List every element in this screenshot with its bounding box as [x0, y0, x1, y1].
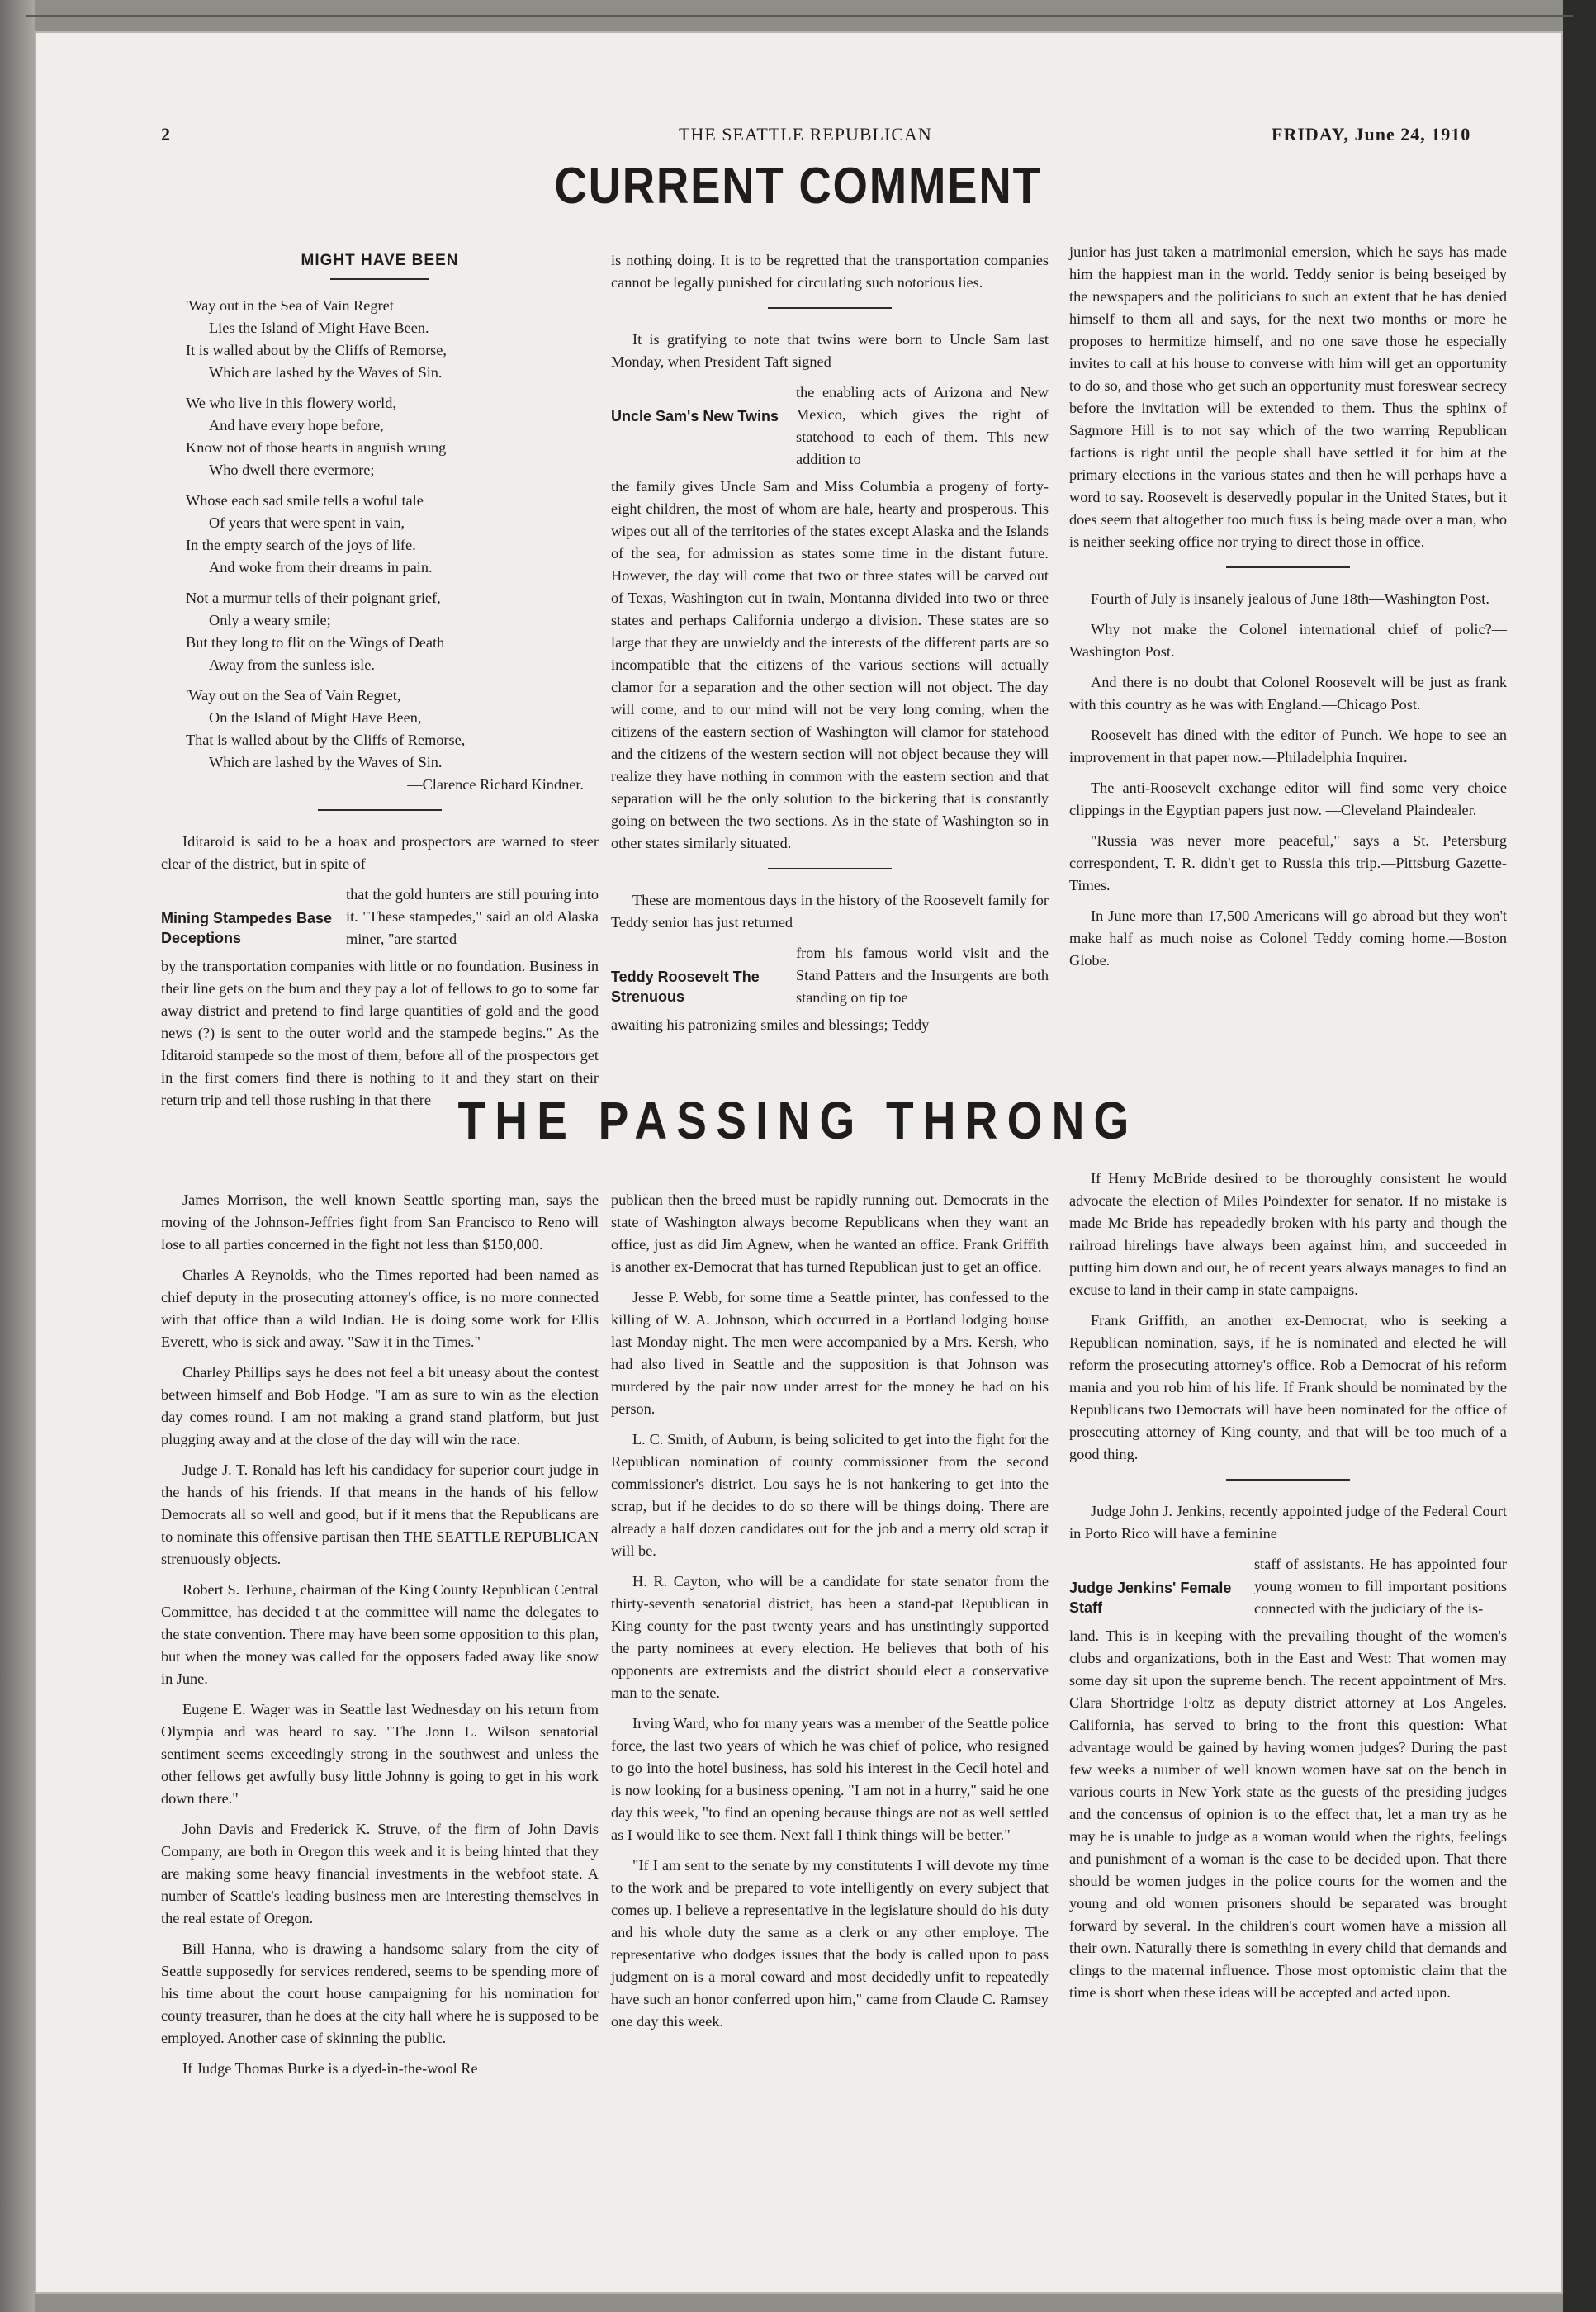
news-item: H. R. Cayton, who will be a candidate for state senator from the thirty-seventh senatorial district, has been a stand-pat Republican in King county for the past twenty years and has unstintingly supported the party nominees at every election. He believes that both of his opponents are extremists and the district should elect a conservative man to the senate. [611, 1573, 1049, 1701]
iditarod-side-head: Mining Stampedes Base Deceptions [161, 910, 333, 946]
poem-line: On the Island of Might Have Been, [209, 709, 422, 726]
twins-lead: It is gratifying to note that twins were born to Uncle Sam last Monday, when President Taft signed [611, 331, 1049, 370]
news-item: Judge J. T. Ronald has left his candidacy for superior court judge in the hands of his friends. If that means in the hands of his fellow Democrats all so well and good, but if it mens that the Republicans are to nominate this offensive partisan then THE SEATTLE REPUBLICAN strenuously objects. [161, 1462, 599, 1567]
poem-line: Lies the Island of Might Have Been. [209, 320, 429, 336]
teddy-body: awaiting his patronizing smiles and blessings; Teddy [611, 1016, 930, 1033]
news-item: John Davis and Frederick K. Struve, of the firm of John Davis Company, are both in Oregon this week and it is being hinted that they are making some heavy financial investments in the webfoot state. A number of Seattle's leading business men are interesting themselves in the real estate of Oregon. [161, 1821, 599, 1926]
poem-line: And woke from their dreams in pain. [209, 559, 433, 576]
jenkins-side-head: Judge Jenkins' Female Staff [1069, 1580, 1232, 1616]
poem-author: —Clarence Richard Kindner. [407, 776, 584, 793]
teddy-side-head: Teddy Roosevelt The Strenuous [611, 969, 760, 1005]
poem-line: But they long to flit on the Wings of Death [186, 634, 445, 651]
iditarod-side-text: that the gold hunters are still pouring into it. "These stampedes," said an old Alaska miner, "are started [346, 886, 599, 947]
current-comment-col-2 [611, 249, 1049, 1045]
column-separator-rule [1226, 1479, 1350, 1481]
page-left-edge [0, 0, 35, 2312]
news-item: publican then the breed must be rapidly running out. Democrats in the state of Washington always become Republicans when they want an office, just as did Jim Agnew, when he wanted an office. Frank Griffith is another ex-Democrat that has turned Republican just to get an office. [611, 1192, 1049, 1275]
poem-line: 'Way out in the Sea of Vain Regret [186, 297, 394, 314]
news-item: Frank Griffith, an another ex-Democrat, who is seeking a Republican nomination, says, if he is nominated and elected he will reform the prosecuting attorney's office. Rob a Democrat of his reform mania and you rob him of his life. If Frank should be nominated by the Republicans two Democrats will have been nominated for the office of prosecuting attorney of King county, and that will be too much of a good thing. [1069, 1312, 1507, 1462]
poem-title: MIGHT HAVE BEEN [301, 252, 459, 269]
jenkins-body: land. This is in keeping with the prevailing thought of the women's clubs and organizations, both in the East and West: That women may some day sit upon the supreme bench. The recent appointment of Mrs. Clara Shortridge Foltz as deputy district attorney at Los Angeles. California, has served to bring to the front this question: What advantage would be gained by having women judges? During the past few weeks a number of well known women have sat on the bench in various courts in New York state as the guests of the presiding judges and the concensus of opinion is to the effect that, let a man try as he may he is unable to judge as a woman would when the rights, feelings and punishment of a woman is the case to be decided upon. That there should be women judges in the police courts for the women and the young and old women prisoners should be separated was brought forward by several. In the children's court women have a mission all their own. Naturally there is something in every child that demands and clings to the maternal influence. Those most optomistic claim that the time is short when these ideas will be accepted and acted upon. [1069, 1627, 1507, 2001]
poem-title-rule [330, 278, 429, 280]
news-item: James Morrison, the well known Seattle sporting man, says the moving of the Johnson-Jeffries fight from San Francisco to Reno will lose to all parties concerned in the fight not less than $150,000. [161, 1192, 599, 1253]
column-separator-rule [318, 809, 442, 811]
news-item: If Judge Thomas Burke is a dyed-in-the-wool Re [182, 2060, 478, 2077]
quip: And there is no doubt that Colonel Roosevelt will be just as frank with this country as he was with England.—Chicago Post. [1069, 674, 1507, 713]
paper-title: THE SEATTLE REPUBLICAN [679, 124, 932, 144]
news-item: Charles A Reynolds, who the Times reported had been named as chief deputy in the prosecuting attorney's office, is no more connected with that office than a wild Indian. He is doing some work for Ellis Everett, who is sick and away. "Saw it in the Times." [161, 1267, 599, 1350]
poem-stanza [186, 295, 599, 384]
twins-side-text: the enabling acts of Arizona and New Mexico, which gives the right of statehood to each of them. This new addition to [796, 384, 1049, 467]
poem-line: Which are lashed by the Waves of Sin. [209, 754, 443, 770]
poem-line: Who dwell there evermore; [209, 462, 375, 478]
poem-line: And have every hope before, [209, 417, 384, 434]
news-item: Charley Phillips says he does not feel a bit uneasy about the contest between himself and Bob Hodge. "I am as sure to win as the election day comes round. I am not making a grand stand platform, but just plugging away and at the close of the day will win the race. [161, 1364, 599, 1447]
iditarod-lead: Iditaroid is said to be a hoax and prospectors are warned to steer clear of the district, but in spite of [161, 833, 599, 872]
teddy-side-block [611, 942, 1049, 1009]
poem-line: Of years that were spent in vain, [209, 514, 405, 531]
passing-throng-col-3 [1069, 1168, 1507, 2012]
teddy-side-text: from his famous world visit and the Stand Patters and the Insurgents are both standing on tip toe [796, 945, 1049, 1006]
jenkins-side-block [1069, 1553, 1507, 1620]
quip: The anti-Roosevelt exchange editor will find some very choice clippings in the Egyptian papers just now. —Cleveland Plaindealer. [1069, 779, 1507, 818]
poem-stanza [186, 392, 599, 481]
quip: Why not make the Colonel international chief of polic?—Washington Post. [1069, 621, 1507, 660]
issue-date: FRIDAY, June 24, 1910 [1272, 124, 1471, 144]
news-item: Eugene E. Wager was in Seattle last Wednesday on his return from Olympia and was heard to say. "The Jonn L. Wilson senatorial sentiment seems exceedingly strong in the southwest and unless the other fellows get awfully busy little Johnny is going to get in his work down there." [161, 1701, 599, 1807]
quip: "Russia was never more peaceful," says a St. Petersburg correspondent, T. R. didn't get to Russia this trip.—Pittsburg Gazette-Times. [1069, 832, 1507, 893]
jenkins-lead: Judge John J. Jenkins, recently appointed judge of the Federal Court in Porto Rico will have a feminine [1069, 1503, 1507, 1542]
news-item: Robert S. Terhune, chairman of the King County Republican Central Committee, has decided t at the committee will name the delegates to the state convention. There may have been some opposition to this plan, but when the money was called for the opposers faded away like snow in June. [161, 1581, 599, 1687]
current-comment-col-3 [1069, 241, 1507, 980]
poem-line: 'Way out on the Sea of Vain Regret, [186, 687, 401, 704]
passing-throng-title: THE PASSING THRONG [457, 1091, 1139, 1150]
passing-throng-col-2 [611, 1189, 1049, 2041]
news-item: Irving Ward, who for many years was a member of the Seattle police force, the last two years of which he was chief of police, who resigned to go into the hotel business, has sold his interest in the Cecil hotel and is now looking for a business opening. "I am not in a hurry," said he one day this week, "to find an opening because things are not as well settled as I would like to see them. Next fall I think things will be better." [611, 1715, 1049, 1843]
poem-line: Know not of those hearts in anguish wrung [186, 439, 447, 456]
poem-line: Which are lashed by the Waves of Sin. [209, 364, 443, 381]
poem-line: Away from the sunless isle. [209, 656, 375, 673]
news-item: If Henry McBride desired to be thoroughly consistent he would advocate the election of Miles Poindexter for senator. If no mistake is made Mc Bride has repeadedly broken with his party and though the railroad hirelings have always been against him, and succeeded in putting him down and out, he of recent years always manages to find an excuse to land in their camp in state campaigns. [1069, 1170, 1507, 1298]
teddy-lead: These are momentous days in the history of the Roosevelt family for Teddy senior has just returned [611, 892, 1049, 931]
scan-right-edge [1563, 0, 1596, 2312]
top-border-rule [26, 15, 1573, 17]
twins-side-block [611, 381, 1049, 471]
poem-stanza [186, 587, 599, 676]
news-item: Bill Hanna, who is drawing a handsome salary from the city of Seattle supposedly for services rendered, seems to be spending more of his time about the court house campaigning for his nomination for county treasurer, than he does at the city hall where he is supposed to be employed. Another case of skinning the public. [161, 1940, 599, 2046]
poem-stanza [186, 490, 599, 579]
quip: In June more than 17,500 Americans will go abroad but they won't make half as much noise as Colonel Teddy coming home.—Boston Globe. [1069, 907, 1507, 969]
current-comment-title: CURRENT COMMENT [554, 158, 1042, 215]
column-separator-rule [768, 307, 892, 309]
passing-throng-col-1 [161, 1189, 599, 2088]
iditarod-side-block [161, 884, 599, 950]
quip: Roosevelt has dined with the editor of Punch. We hope to see an improvement in that paper now.—Philadelphia Inquirer. [1069, 727, 1507, 765]
column-separator-rule [768, 868, 892, 869]
poem-line: We who live in this flowery world, [186, 395, 396, 411]
current-comment-col-1 [161, 249, 599, 1120]
poem-line: In the empty search of the joys of life. [186, 537, 416, 553]
page-number: 2 [161, 124, 171, 144]
poem-line: It is walled about by the Cliffs of Remorse, [186, 342, 447, 358]
poem-line: Whose each sad smile tells a woful tale [186, 492, 424, 509]
poem-stanza [186, 685, 599, 796]
news-item: Jesse P. Webb, for some time a Seattle printer, has confessed to the killing of W. A. Johnson, which occurred in a Portland lodging house last Monday night. The men were accompanied by a Mrs. Kersh, who had also lived in Seattle and the supposition is that Johnson was murdered by the pair now under arrest for the money he had on his person. [611, 1289, 1049, 1417]
jenkins-side-text: staff of assistants. He has appointed four young women to fill important positions connected with the judiciary of the is- [1254, 1556, 1507, 1617]
col3-continuation: junior has just taken a matrimonial emersion, which he says has made him the happiest man in the world. Teddy senior is being beseiged by the newspapers and the politicians to such an extent that he has denied himself to them all and says, for the next two months or more he proposes to hermitize himself, and no one save those he especially invites to call at his house to converse with him will get an opportunity to do so, and those who get such an opportunity must foreswear secrecy before the invitation will be extended to them. Thus the sphinx of Sagmore Hill is to not say which of the two warring Republican factions is right until the people shall have settled it for him at the primary elections in the various states and then he will perhaps have a word to say. Roosevelt is deservedly popular in the United States, but it does seem that altogether too much fuss is being made over a man, who is neither seeking office nor trying to direct those in office. [1069, 244, 1507, 550]
column-separator-rule [1226, 566, 1350, 568]
news-item: "If I am sent to the senate by my constitutents I will devote my time to the work and be prepared to vote intelligently on every subject that comes up. I believe a representative in the legislature should do his duty and his whole duty the same as a clerk or any other employe. The representative who dodges issues that the body is called upon to pass judgment on is a moral coward and most decidedly unfit to repeatedly have such an honor conferred upon him," came from Claude C. Ramsey one day this week. [611, 1857, 1049, 2030]
iditarod-body: by the transportation companies with little or no foundation. Business in their line gets on the bum and they pay a lot of fellows to go to some far away district and pretend to find large quantities of gold and the good news (?) is sent to the outer world and the stampede begins." As the Iditaroid stampede so the most of them, before all of the prospectors get in the first comers find there is nothing to it and they start on their return trip and tell those rushing in that there [161, 958, 599, 1108]
poem-line: Only a weary smile; [209, 612, 331, 628]
twins-body: the family gives Uncle Sam and Miss Columbia a progeny of forty-eight children, the most of whom are hale, hearty and prosperous. This wipes out all of the territories of the states except Alaska and the Islands of the sea, for admission as states some time in the distant future. However, the day will come that two or three states will be carved out of Texas, Washington cut in twain, Montanna divided into two or three states and perhaps California undergo a division. These states are so large that they are unwieldy and the interests of the different parts are so incompatible that the citizens of the various sections will actually clamor for a separation and the other section will not object. The day will come, and to our mind will not be very long coming, when the citizens of the eastern section of Washington will clamor for statehood and the citizens of the western section will not object because they will realize they have nothing in common with the eastern section and that separation will be the only solution to the bickering that is constantly going on between the two sections. As in the state of Washington so in other states similarly situated. [611, 478, 1049, 851]
twins-side-head: Uncle Sam's New Twins [611, 408, 779, 424]
col2-continuation: is nothing doing. It is to be regretted that the transportation companies cannot be legally punished for circulating such notorious lies. [611, 252, 1049, 291]
news-item: L. C. Smith, of Auburn, is being solicited to get into the fight for the Republican nomination of county commissioner from the second commissioner's district. Lou says he is not hankering to get into the scrap, but if he decides to do so there will be things doing. There are already a half dozen candidates out for the job and a merry old scrap it will be. [611, 1431, 1049, 1559]
poem-line: That is walled about by the Cliffs of Remorse, [186, 732, 466, 748]
poem-line: Not a murmur tells of their poignant grief, [186, 590, 441, 606]
quip: Fourth of July is insanely jealous of June 18th—Washington Post. [1091, 590, 1489, 607]
